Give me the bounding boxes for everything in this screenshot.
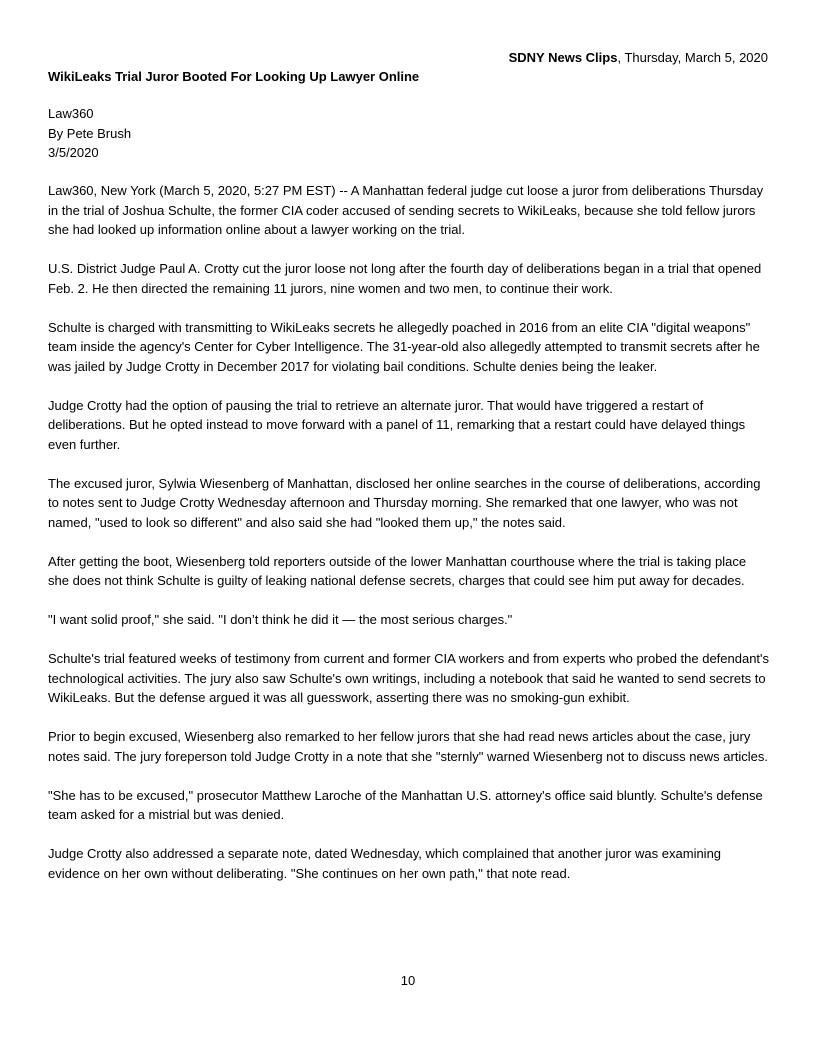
article-paragraph: Schulte's trial featured weeks of testimony from current and former CIA workers and from experts who probed the defendant's technological activities. The jury also saw Schulte's own writings, including a notebook that said he wanted to send secrets to WikiLeaks. But the defense argued it was all guesswork, asserting there was no smoking-gun exhibit.: [48, 651, 770, 705]
article-byline: By Pete Brush: [48, 125, 132, 141]
article-source: Law360: [48, 106, 94, 121]
article-paragraph: After getting the boot, Wiesenberg told reporters outside of the lower Manhattan courthouse where the trial is taking place she does not think Schulte is guilty of leaking national defense secrets, charges that could see him put away for decades.: [48, 553, 747, 588]
article-paragraph: The excused juror, Sylwia Wiesenberg of Manhattan, disclosed her online searches in the course of deliberations, according to notes sent to Judge Crotty Wednesday afternoon and Thursday morning. She remarked that one lawyer, who was not named, "used to look so different" and also said she had "looked them up," the notes said.: [48, 475, 761, 530]
article-paragraph: Schulte is charged with transmitting to WikiLeaks secrets he allegedly poached in 2016 from an elite CIA "digital weapons" team inside the agency's Center for Cyber Intelligence. The 31-year-old also allegedly attempted to transmit secrets after he was jailed by Judge Crotty in December 2017 for violating bail conditions. Schulte denies being the leaker.: [48, 319, 760, 374]
article-paragraph: U.S. District Judge Paul A. Crotty cut the juror loose not long after the fourth day of deliberations began in a trial that opened Feb. 2. He then directed the remaining 11 jurors, nine women and two men, to continue their work.: [48, 261, 762, 296]
article-paragraph: "I want solid proof," she said. "I don’t think he did it — the most serious charges.": [48, 612, 513, 627]
article-paragraph: Judge Crotty also addressed a separate note, dated Wednesday, which complained that another juror was examining evidence on her own without deliberating. "She continues on her own path," that note read.: [48, 846, 722, 881]
header-publication: SDNY News Clips: [508, 50, 618, 65]
article-headline: WikiLeaks Trial Juror Booted For Looking Up Lawyer Online: [48, 69, 420, 84]
article-paragraph: Prior to begin excused, Wiesenberg also remarked to her fellow jurors that she had read news articles about the case, jury notes said. The jury foreperson told Judge Crotty in a note that she "sternly" warned Wiesenberg not to discuss news articles.: [48, 729, 769, 764]
header-date: , Thursday, March 5, 2020: [617, 50, 768, 65]
running-header: [509, 49, 768, 66]
article-paragraph: "She has to be excused," prosecutor Matthew Laroche of the Manhattan U.S. attorney's office said bluntly. Schulte's defense team asked for a mistrial but was denied.: [48, 787, 763, 822]
page-number: 10: [400, 973, 416, 988]
article-paragraph: Judge Crotty had the option of pausing the trial to retrieve an alternate juror. That would have triggered a restart of deliberations. But he opted instead to move forward with a panel of 11, remarking that a restart could have delayed things even further.: [48, 397, 746, 452]
article-body: [48, 181, 770, 903]
article-meta: [48, 104, 131, 163]
article-date: 3/5/2020: [48, 145, 99, 160]
article-paragraph: Law360, New York (March 5, 2020, 5:27 PM EST) -- A Manhattan federal judge cut loose a juror from deliberations Thursday in the trial of Joshua Schulte, the former CIA coder accused of sending secrets to WikiLeaks, because she told fellow jurors she had looked up information online about a lawyer working on the trial.: [48, 183, 764, 237]
